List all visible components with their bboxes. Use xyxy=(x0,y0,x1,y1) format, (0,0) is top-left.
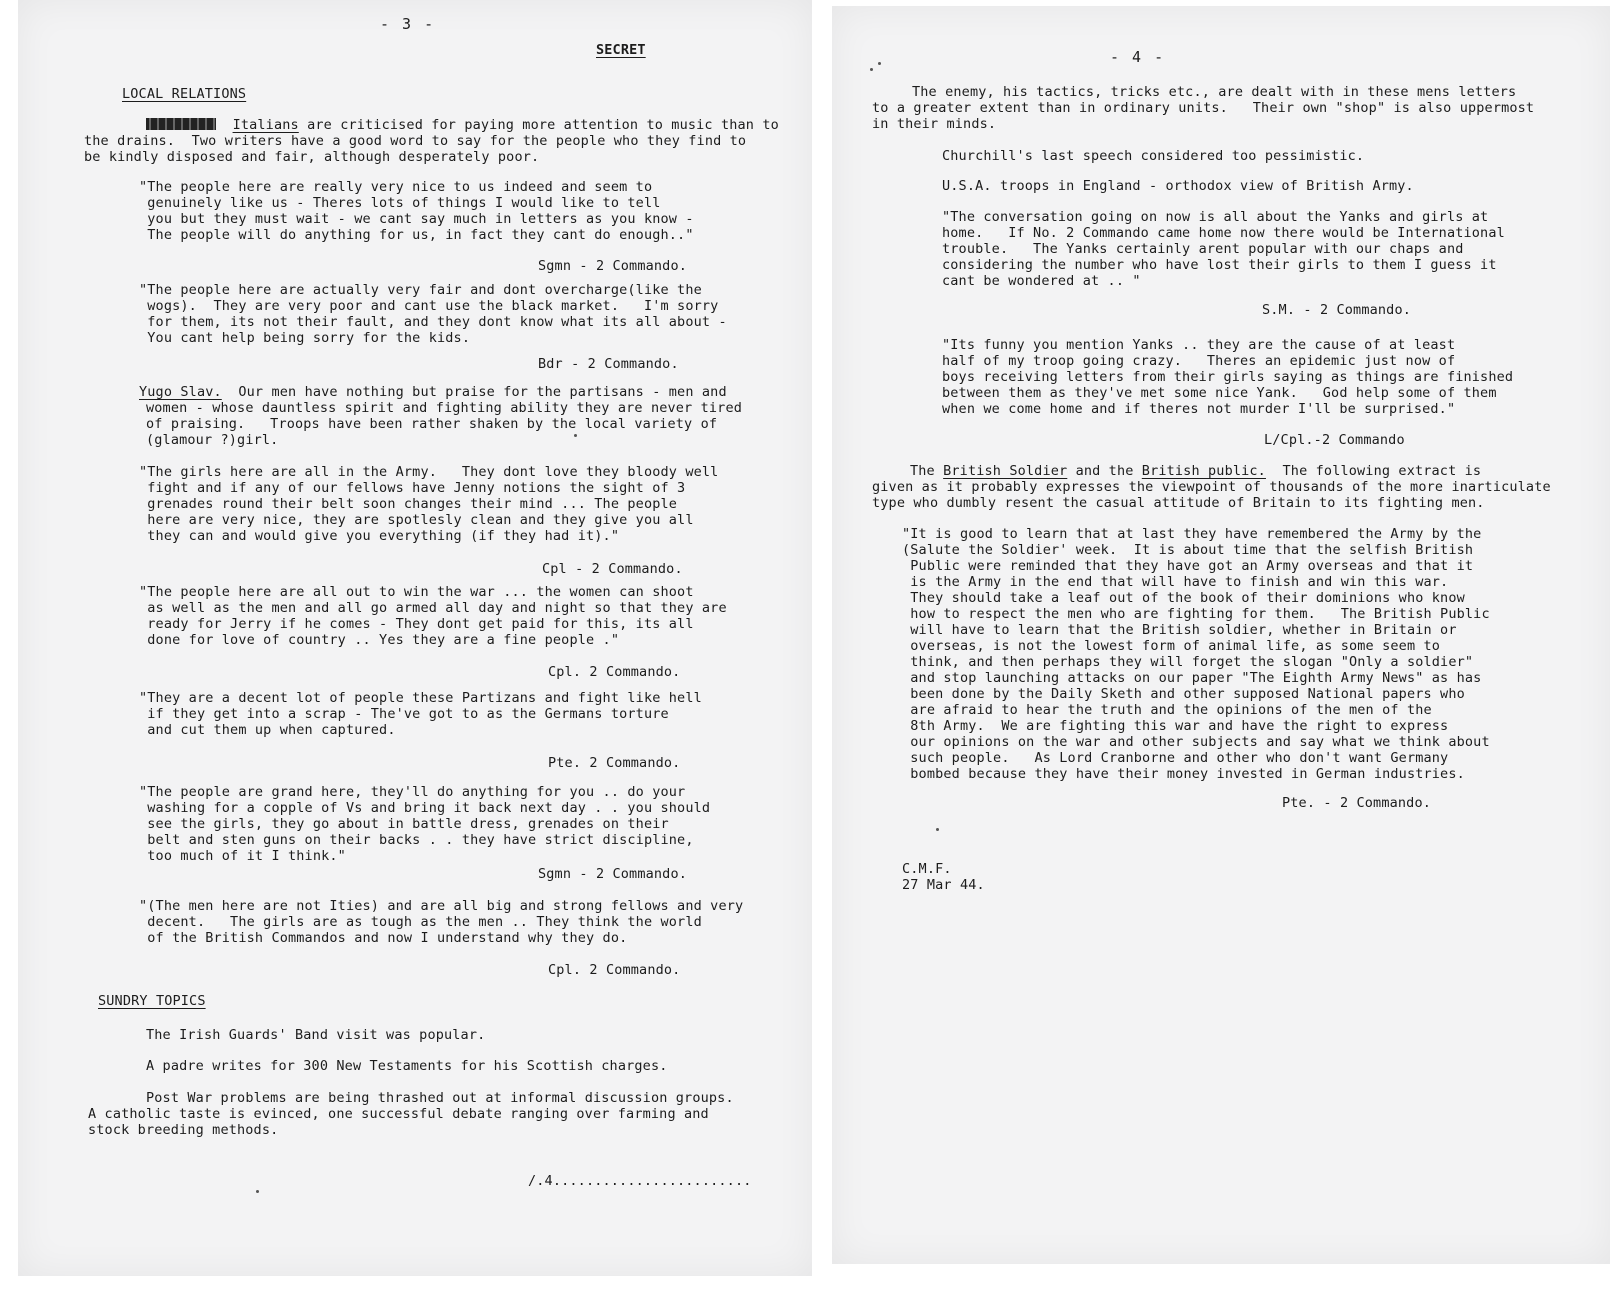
quote-3-line-5: They should take a leaf out of the book of their dominions who know xyxy=(902,590,1465,606)
italians-line-1: Italians are criticised for paying more attention to music than to xyxy=(146,117,779,134)
signature-7: Cpl. 2 Commando. xyxy=(548,962,681,978)
quote-3-line-4: is the Army in the end that will have to finish and win this war. xyxy=(902,574,1449,590)
quote-1-line-2: home. If No. 2 Commando came home now there would be International xyxy=(942,225,1505,241)
quote-7-line-2: decent. The girls are as tough as the men .. They think the world xyxy=(139,914,702,930)
quote-3-line-5: they can and would give you everything (if they had it)." xyxy=(139,528,620,544)
yugo-line-3: of praising. Troops have been rather shaken by the local variety of xyxy=(146,416,718,432)
quote-4-line-2: as well as the men and all go armed all day and night so that they are xyxy=(139,600,727,616)
churchill-note: Churchill's last speech considered too pessimistic. xyxy=(942,148,1365,164)
quote-3-line-3: Public were reminded that they have got an Army overseas and that it xyxy=(902,558,1474,574)
ink-speck xyxy=(936,828,939,831)
quote-3-line-13: 8th Army. We are fighting this war and have the right to express xyxy=(902,718,1449,734)
quote-1-line-4: considering the number who have lost their girls to them I guess it xyxy=(942,257,1497,273)
british-soldier-line-1: The British Soldier and the British public. The following extract is xyxy=(910,463,1482,479)
signature-1: Sgmn - 2 Commando. xyxy=(538,258,687,274)
page-number: - 3 - xyxy=(380,15,436,33)
intro-line-3: in their minds. xyxy=(872,116,997,132)
british-soldier-line-2: given as it probably expresses the viewpoint of thousands of the more inarticulate xyxy=(872,479,1551,495)
quote-2-line-5: when we come home and if theres not murder I'll be surprised." xyxy=(942,401,1456,417)
quote-2-line-1: "The people here are actually very fair and dont overcharge(like the xyxy=(139,282,702,298)
signature-6: Sgmn - 2 Commando. xyxy=(538,866,687,882)
yugo-line-2: women - whose dauntless spirit and fighting ability they are never tired xyxy=(146,400,742,416)
quote-5-line-3: and cut them up when captured. xyxy=(139,722,396,738)
quote-6-line-2: washing for a copple of Vs and bring it back next day . . you should xyxy=(139,800,711,816)
redaction-mark xyxy=(146,118,216,130)
signature-3: Cpl - 2 Commando. xyxy=(542,561,683,577)
quote-3-line-4: here are very nice, they are spotlesly clean and they give you all xyxy=(139,512,694,528)
usa-troops-note: U.S.A. troops in England - orthodox view of British Army. xyxy=(942,178,1414,194)
sundry-item-3-line-2: A catholic taste is evinced, one successful debate ranging over farming and xyxy=(88,1106,709,1122)
intro-line-2: to a greater extent than in ordinary units. Their own "shop" is also uppermost xyxy=(872,100,1535,116)
quote-4-line-1: "The people here are all out to win the war ... the women can shoot xyxy=(139,584,694,600)
page-number: - 4 - xyxy=(1110,48,1166,66)
italians-line-2: the drains. Two writers have a good word to say for the people who they find to xyxy=(84,133,747,149)
quote-1-line-5: cant be wondered at .. " xyxy=(942,273,1141,289)
quote-6-line-4: belt and sten guns on their backs . . they have strict discipline, xyxy=(139,832,694,848)
heading-local-relations: LOCAL RELATIONS xyxy=(122,86,247,102)
place-of-origin: C.M.F. xyxy=(902,861,952,877)
italians-line-3: be kindly disposed and fair, although desperately poor. xyxy=(84,149,540,165)
quote-3-line-2: fight and if any of our fellows have Jenny notions the sight of 3 xyxy=(139,480,686,496)
ink-speck xyxy=(574,434,577,437)
quote-2-line-3: boys receiving letters from their girls saying as things are finished xyxy=(942,369,1514,385)
quote-6-line-1: "The people are grand here, they'll do anything for you .. do your xyxy=(139,784,686,800)
quote-4-line-4: done for love of country .. Yes they are a fine people ." xyxy=(139,632,620,648)
quote-3-line-16: bombed because they have their money invested in German industries. xyxy=(902,766,1465,782)
quote-3-line-8: overseas, is not the lowest form of animal life, as some seem to xyxy=(902,638,1441,654)
quote-4-line-3: ready for Jerry if he comes - They dont get paid for this, its all xyxy=(139,616,694,632)
sundry-item-3-line-3: stock breeding methods. xyxy=(88,1122,279,1138)
british-soldier-label: British Soldier xyxy=(943,463,1068,479)
quote-5-line-2: if they get into a scrap - The've got to as the Germans torture xyxy=(139,706,669,722)
yugo-line-1: Yugo Slav. Our men have nothing but praise for the partisans - men and xyxy=(139,384,727,400)
sundry-item-3-line-1: Post War problems are being thrashed out at informal discussion groups. xyxy=(146,1090,734,1106)
quote-5-line-1: "They are a decent lot of people these Partizans and fight like hell xyxy=(139,690,702,706)
quote-2-line-2: half of my troop going crazy. Theres an epidemic just now of xyxy=(942,353,1456,369)
ink-speck xyxy=(256,1190,259,1193)
continuation-mark: /.4........................ xyxy=(528,1173,752,1189)
sundry-item-1: The Irish Guards' Band visit was popular. xyxy=(146,1027,486,1043)
british-public-label: British public. xyxy=(1141,463,1266,479)
quote-2-line-2: wogs). They are very poor and cant use the black market. I'm sorry xyxy=(139,298,719,314)
quote-1-line-1: "The people here are really very nice to us indeed and seem to xyxy=(139,179,653,195)
quote-3-line-14: our opinions on the war and other subjects and say what we think about xyxy=(902,734,1490,750)
quote-2-line-1: "Its funny you mention Yanks .. they are the cause of at least xyxy=(942,337,1456,353)
quote-3-line-1: "It is good to learn that at last they have remembered the Army by the xyxy=(902,526,1482,542)
quote-1-line-4: The people will do anything for us, in fact they cant do enough.." xyxy=(139,227,694,243)
quote-1-line-3: you but they must wait - we cant say much in letters as you know - xyxy=(139,211,694,227)
quote-2-line-4: between them as they've met some nice Yank. God help some of them xyxy=(942,385,1497,401)
quote-3-line-6: how to respect the men who are fighting for them. The British Public xyxy=(902,606,1490,622)
page-3 xyxy=(18,0,812,1276)
heading-sundry-topics: SUNDRY TOPICS xyxy=(98,993,206,1009)
british-soldier-line-3: type who dumbly resent the casual attitude of Britain to its fighting men. xyxy=(872,495,1485,511)
sundry-item-2: A padre writes for 300 New Testaments for his Scottish charges. xyxy=(146,1058,668,1074)
quote-7-line-1: "(The men here are not Ities) and are all big and strong fellows and very xyxy=(139,898,744,914)
quote-2-line-3: for them, its not their fault, and they dont know what its all about - xyxy=(139,314,727,330)
signature-3: Pte. - 2 Commando. xyxy=(1282,795,1431,811)
classification-marking: SECRET xyxy=(596,42,646,58)
page-4 xyxy=(832,6,1610,1264)
signature-2: L/Cpl.-2 Commando xyxy=(1264,432,1405,448)
quote-2-line-4: You cant help being sorry for the kids. xyxy=(139,330,471,346)
quote-7-line-3: of the British Commandos and now I understand why they do. xyxy=(139,930,628,946)
quote-3-line-11: been done by the Daily Sketh and other supposed National papers who xyxy=(902,686,1465,702)
quote-6-line-3: see the girls, they go about in battle dress, grenades on their xyxy=(139,816,669,832)
quote-3-line-3: grenades round their belt soon changes their mind ... The people xyxy=(139,496,678,512)
quote-3-line-10: and stop launching attacks on our paper "The Eighth Army News" as has xyxy=(902,670,1482,686)
intro-line-1: The enemy, his tactics, tricks etc., are dealt with in these mens letters xyxy=(912,84,1517,100)
document-date: 27 Mar 44. xyxy=(902,877,985,893)
quote-3-line-2: (Salute the Soldier' week. It is about time that the selfish British xyxy=(902,542,1474,558)
quote-1-line-1: "The conversation going on now is all about the Yanks and girls at xyxy=(942,209,1489,225)
quote-1-line-2: genuinely like us - Theres lots of things I would like to tell xyxy=(139,195,661,211)
quote-3-line-12: are afraid to hear the truth and the opinions of the men of the xyxy=(902,702,1432,718)
ink-speck xyxy=(870,68,873,71)
signature-5: Pte. 2 Commando. xyxy=(548,755,681,771)
signature-4: Cpl. 2 Commando. xyxy=(548,664,681,680)
quote-3-line-9: think, and then perhaps they will forget the slogan "Only a soldier" xyxy=(902,654,1474,670)
quote-6-line-5: too much of it I think." xyxy=(139,848,346,864)
yugo-line-4: (glamour ?)girl. xyxy=(146,432,279,448)
signature-2: Bdr - 2 Commando. xyxy=(538,356,679,372)
signature-1: S.M. - 2 Commando. xyxy=(1262,302,1411,318)
quote-3-line-15: such people. As Lord Cranborne and other who don't want Germany xyxy=(902,750,1449,766)
quote-1-line-3: trouble. The Yanks certainly arent popular with our chaps and xyxy=(942,241,1464,257)
quote-3-line-1: "The girls here are all in the Army. They dont love they bloody well xyxy=(139,464,719,480)
quote-3-line-7: will have to learn that the British soldier, whether in Britain or xyxy=(902,622,1457,638)
italians-label: Italians xyxy=(232,117,299,133)
ink-speck xyxy=(878,62,881,65)
yugo-label: Yugo Slav. xyxy=(139,384,222,400)
